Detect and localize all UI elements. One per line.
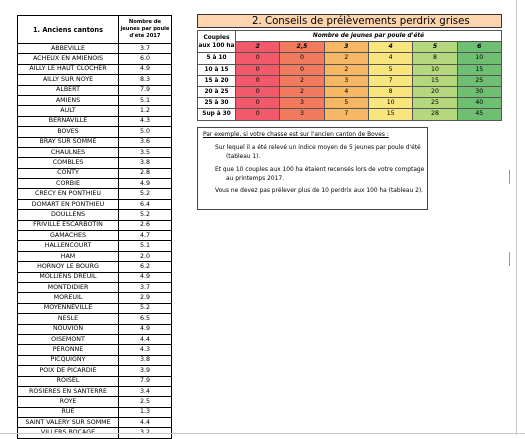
example-line-3: Et que 10 couples aux 100 ha étaient recensés lors de votre comptage	[215, 167, 425, 173]
table-row	[18, 355, 172, 365]
table2-column-group-label: Nombre de jeunes par poule d'été	[236, 31, 502, 42]
table-row	[198, 86, 502, 97]
table2-value-cell: 25	[457, 75, 501, 86]
canton-name-cell: CHAULNES	[18, 147, 119, 157]
youth-count-cell: 7.9	[119, 376, 172, 386]
example-line-4: au printemps 2017.	[226, 176, 284, 182]
youth-count-cell: 4.9	[119, 179, 172, 189]
table2-value-cell: 0	[236, 53, 280, 64]
canton-name-cell: BERNAVILLE	[18, 116, 119, 126]
youth-count-cell: 2.5	[119, 397, 172, 407]
table-row	[18, 376, 172, 386]
table2-value-cell: 2	[324, 64, 368, 75]
canton-name-cell: DOULLENS	[18, 210, 119, 220]
table-row	[18, 282, 172, 292]
table-row	[18, 262, 172, 272]
youth-count-cell: 6.0	[119, 54, 172, 64]
table2-corner-label: Couples aux 100 ha	[198, 31, 236, 53]
canton-name-cell: CORBIE	[18, 179, 119, 189]
table2-row-label: 15 à 20	[198, 75, 236, 86]
table2-value-cell: 0	[236, 64, 280, 75]
youth-count-cell: 2.8	[119, 168, 172, 178]
youth-count-cell: 4.4	[119, 418, 172, 428]
table-row	[18, 334, 172, 344]
table2-value-cell: 0	[280, 53, 324, 64]
table2-row-label: 20 à 25	[198, 86, 236, 97]
canton-name-cell: RUE	[18, 407, 119, 417]
table1-header-youth: Nombre de jeunes par poule d'été 2017	[119, 16, 172, 44]
youth-count-cell: 5.1	[119, 241, 172, 251]
table2-row-label: 10 à 15	[198, 64, 236, 75]
table-row	[18, 168, 172, 178]
canton-name-cell: ROYE	[18, 397, 119, 407]
canton-name-cell: AMIENS	[18, 95, 119, 105]
table2-value-cell: 4	[368, 53, 412, 64]
table2-value-cell: 30	[457, 86, 501, 97]
youth-count-cell: 6.2	[119, 262, 172, 272]
youth-count-cell: 3.5	[119, 147, 172, 157]
table2-row-label: 25 à 30	[198, 98, 236, 109]
table2-row-label: Sup à 30	[198, 109, 236, 120]
youth-count-cell: 4.4	[119, 334, 172, 344]
table-row	[18, 220, 172, 230]
table-row	[18, 85, 172, 95]
table2-column-header: 2,5	[280, 42, 324, 53]
canton-name-cell: CONTY	[18, 168, 119, 178]
youth-count-cell: 5.2	[119, 189, 172, 199]
table2-value-cell: 10	[368, 98, 412, 109]
table2-value-cell: 0	[236, 75, 280, 86]
youth-count-cell: 3.7	[119, 282, 172, 292]
youth-count-cell: 7.9	[119, 85, 172, 95]
table2-value-cell: 4	[324, 86, 368, 97]
canton-name-cell: MOLLIENS DREUIL	[18, 272, 119, 282]
table-row	[18, 158, 172, 168]
conseils-prelevements-table	[197, 30, 502, 121]
canton-name-cell: BOVES	[18, 127, 119, 137]
canton-name-cell: MOYENNEVILLE	[18, 303, 119, 313]
table2-value-cell: 2	[280, 75, 324, 86]
youth-count-cell: 3.7	[119, 44, 172, 54]
anciens-cantons-table	[17, 15, 172, 439]
table-row	[18, 106, 172, 116]
youth-count-cell: 3.8	[119, 355, 172, 365]
table-row	[18, 366, 172, 376]
table-row	[18, 397, 172, 407]
scroll-marker	[509, 170, 510, 184]
table-row	[18, 210, 172, 220]
example-box	[197, 127, 428, 210]
youth-count-cell: 4.9	[119, 64, 172, 74]
table-row	[18, 241, 172, 251]
youth-count-cell: 5.0	[119, 127, 172, 137]
table2-column-header: 6	[457, 42, 501, 53]
table2-header-row	[198, 31, 502, 42]
example-line-2: (tableau 1).	[226, 154, 261, 160]
table2-value-cell: 10	[413, 64, 457, 75]
table2-value-cell: 2	[280, 86, 324, 97]
canton-name-cell: DOMART EN PONTHIEU	[18, 199, 119, 209]
table2-value-cell: 28	[413, 109, 457, 120]
canton-name-cell: HORNOY LE BOURG	[18, 262, 119, 272]
table-row	[198, 64, 502, 75]
table2-column-header: 5	[413, 42, 457, 53]
table-row	[18, 303, 172, 313]
canton-name-cell: ABBEVILLE	[18, 44, 119, 54]
table2-column-header: 2	[236, 42, 280, 53]
table2-value-cell: 7	[324, 109, 368, 120]
table2-column-header-row	[198, 42, 502, 53]
youth-count-cell: 1.3	[119, 407, 172, 417]
page-bottom-edge	[0, 433, 525, 434]
table-row	[198, 75, 502, 86]
canton-name-cell: HAM	[18, 251, 119, 261]
table-row	[18, 293, 172, 303]
youth-count-cell: 2.9	[119, 293, 172, 303]
canton-name-cell: PERONNE	[18, 345, 119, 355]
table-row	[18, 75, 172, 85]
table-row	[18, 137, 172, 147]
youth-count-cell: 4.3	[119, 116, 172, 126]
table-row	[18, 147, 172, 157]
table2-value-cell: 25	[413, 98, 457, 109]
table2-value-cell: 10	[457, 53, 501, 64]
youth-count-cell: 2.6	[119, 220, 172, 230]
table-row	[198, 109, 502, 120]
youth-count-cell: 1.2	[119, 106, 172, 116]
youth-count-cell: 3.4	[119, 386, 172, 396]
youth-count-cell: 6.4	[119, 199, 172, 209]
canton-name-cell: ROISEL	[18, 376, 119, 386]
table-row	[18, 199, 172, 209]
youth-count-cell: 5.2	[119, 303, 172, 313]
table-row	[18, 127, 172, 137]
table1-header-canton: 1. Anciens cantons	[18, 16, 119, 44]
table2-value-cell: 3	[324, 75, 368, 86]
canton-name-cell: MOREUIL	[18, 293, 119, 303]
canton-name-cell: FRIVILLE ESCARBOTIN	[18, 220, 119, 230]
table2-row-label: 5 à 10	[198, 53, 236, 64]
canton-name-cell: NOUVION	[18, 324, 119, 334]
canton-name-cell: MONTDIDIER	[18, 282, 119, 292]
youth-count-cell: 4.3	[119, 345, 172, 355]
example-heading: Par exemple, si votre chasse est sur l'ancien canton de Boves :	[203, 132, 389, 138]
table-row	[18, 407, 172, 417]
table2-value-cell: 45	[457, 109, 501, 120]
example-line-5: Vous ne devez pas prélever plus de 10 perdrix aux 100 ha (tableau 2).	[215, 188, 424, 194]
table2-value-cell: 2	[324, 53, 368, 64]
table-row	[198, 53, 502, 64]
page-right-edge	[516, 0, 517, 435]
canton-name-cell: POIX DE PICARDIE	[18, 366, 119, 376]
table-row	[18, 272, 172, 282]
table2-value-cell: 15	[368, 109, 412, 120]
canton-name-cell: ALBERT	[18, 85, 119, 95]
table2-value-cell: 8	[368, 86, 412, 97]
table2-value-cell: 3	[280, 98, 324, 109]
table2-value-cell: 15	[413, 75, 457, 86]
canton-name-cell: COMBLES	[18, 158, 119, 168]
table1-header-row	[18, 16, 172, 44]
youth-count-cell: 6.5	[119, 314, 172, 324]
table-row	[18, 386, 172, 396]
youth-count-cell: 3.6	[119, 137, 172, 147]
table2-value-cell: 5	[368, 64, 412, 75]
canton-name-cell: CRECY EN PONTHIEU	[18, 189, 119, 199]
youth-count-cell: 2.0	[119, 251, 172, 261]
table2-title: 2. Conseils de prélèvements perdrix grises	[197, 14, 502, 28]
canton-name-cell: PICQUIGNY	[18, 355, 119, 365]
example-line-1: Sur lequel il a été relevé un indice moyen de 5 jeunes par poule d'été	[215, 145, 421, 151]
youth-count-cell: 3.8	[119, 158, 172, 168]
canton-name-cell: ROSIERES EN SANTERRE	[18, 386, 119, 396]
canton-name-cell: OISEMONT	[18, 334, 119, 344]
table2-value-cell: 0	[236, 86, 280, 97]
table-row	[18, 231, 172, 241]
canton-name-cell: HALLENCOURT	[18, 241, 119, 251]
canton-name-cell: SAINT VALERY SUR SOMME	[18, 418, 119, 428]
canton-name-cell: NESLE	[18, 314, 119, 324]
table2-value-cell: 3	[280, 109, 324, 120]
table2-value-cell: 7	[368, 75, 412, 86]
table-row	[18, 179, 172, 189]
youth-count-cell: 4.9	[119, 272, 172, 282]
table-row	[18, 418, 172, 428]
table-row	[18, 54, 172, 64]
youth-count-cell: 8.3	[119, 75, 172, 85]
canton-name-cell: BRAY SUR SOMME	[18, 137, 119, 147]
canton-name-cell: ACHEUX EN AMIENOIS	[18, 54, 119, 64]
table-row	[198, 98, 502, 109]
table2-value-cell: 5	[324, 98, 368, 109]
table-row	[18, 44, 172, 54]
youth-count-cell: 5.1	[119, 95, 172, 105]
table2-value-cell: 0	[236, 98, 280, 109]
canton-name-cell: GAMACHES	[18, 231, 119, 241]
canton-name-cell: AULT	[18, 106, 119, 116]
table2-value-cell: 0	[236, 109, 280, 120]
table-row	[18, 345, 172, 355]
table2-value-cell: 40	[457, 98, 501, 109]
table2-value-cell: 8	[413, 53, 457, 64]
scroll-marker	[509, 252, 510, 266]
table2-column-header: 3	[324, 42, 368, 53]
table-row	[18, 95, 172, 105]
table-row	[18, 116, 172, 126]
table-row	[18, 324, 172, 334]
table-row	[18, 189, 172, 199]
table-row	[18, 64, 172, 74]
canton-name-cell: AILLY SUR NOYE	[18, 75, 119, 85]
youth-count-cell: 4.9	[119, 324, 172, 334]
table2-column-header: 4	[368, 42, 412, 53]
table2-value-cell: 20	[413, 86, 457, 97]
table2-value-cell: 0	[280, 64, 324, 75]
canton-name-cell: AILLY LE HAUT CLOCHER	[18, 64, 119, 74]
youth-count-cell: 5.2	[119, 210, 172, 220]
table-row	[18, 251, 172, 261]
table-row	[18, 314, 172, 324]
table2-value-cell: 15	[457, 64, 501, 75]
youth-count-cell: 4.7	[119, 231, 172, 241]
youth-count-cell: 3.9	[119, 366, 172, 376]
